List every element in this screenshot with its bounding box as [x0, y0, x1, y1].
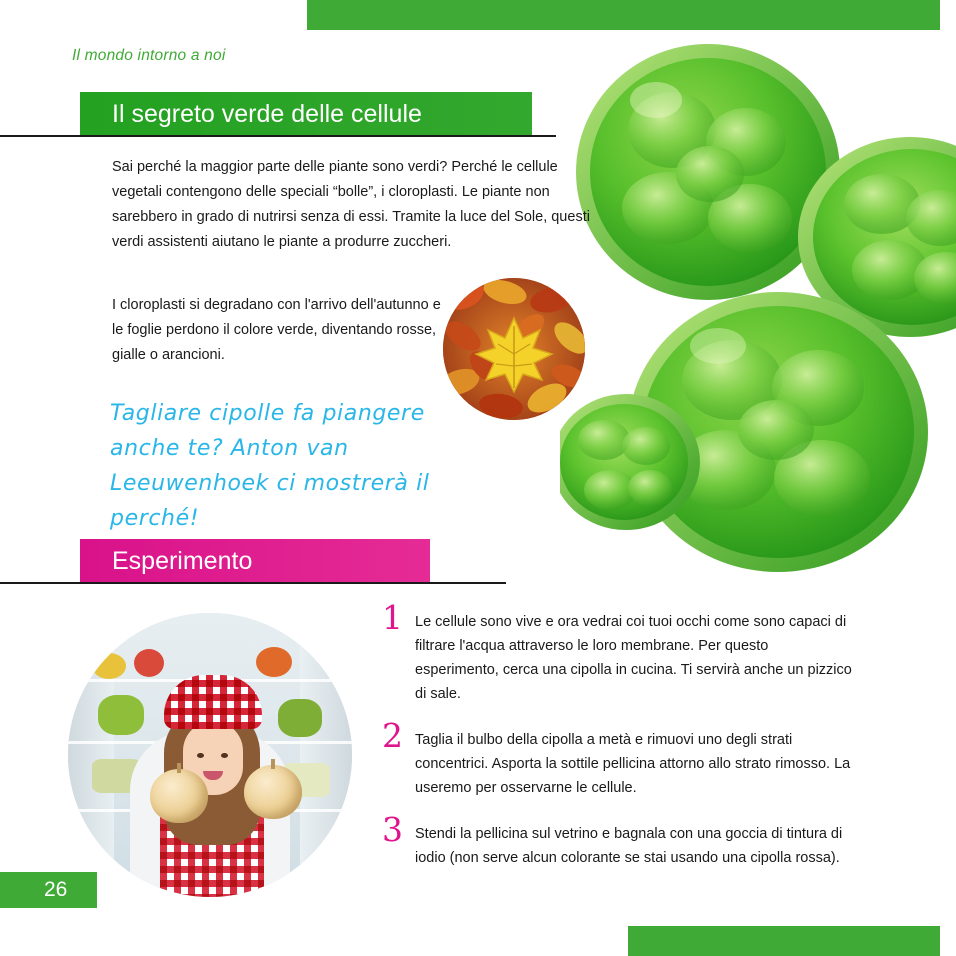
girl-chef-hat	[164, 675, 262, 729]
body-paragraph-2: I cloroplasti si degradano con l'arrivo dell'autunno e le foglie perdono il colore verde, diventando rosse, gialle o arancioni.	[112, 297, 441, 363]
article-title-band	[80, 92, 532, 136]
bottom-green-bar	[628, 926, 940, 956]
body-paragraph-1: Sai perché la maggior parte delle piante sono verdi? Perché le cellule vegetali contengono delle speciali “bolle”, i cloroplasti. Le piante non sarebbero in grado di nutrirsi senza di essi. Tramite la luce del Sole, questi verdi assistenti aiutano le piante a produrre zuccheri.	[112, 159, 590, 250]
section-kicker: Il mondo intorno a noi	[72, 47, 226, 64]
girl-eye	[221, 753, 228, 758]
fridge-food-item	[256, 647, 292, 677]
experiment-heading: Esperimento	[112, 547, 253, 575]
girl-with-onions-photo	[68, 613, 352, 897]
experiment-divider	[0, 582, 506, 584]
step-text: Le cellule sono vive e ora vedrai coi tuoi occhi come sono capaci di filtrare l'acqua attraverso le loro membrane. Per questo esperimento, cerca una cipolla in cucina. Ti servirà anche un pizzico di sale.	[415, 614, 852, 702]
fridge-door-right	[300, 613, 352, 897]
fridge-food-item	[278, 699, 322, 737]
fridge-food-item	[92, 653, 126, 679]
experiment-step	[382, 716, 852, 800]
step-number: 3	[382, 810, 403, 849]
step-text: Stendi la pellicina sul vetrino e bagnala con una goccia di tintura di iodio (non serve alcun colorante se stai usando una cipolla rossa).	[415, 826, 843, 866]
handwritten-quote: Tagliare cipolle fa piangere anche te? Anton van Leeuwenhoek ci mostrerà il perché!	[110, 401, 430, 531]
page-number: 26	[44, 878, 68, 901]
onion-right	[244, 765, 302, 819]
fridge-food-item	[134, 649, 164, 677]
title-divider	[0, 135, 556, 137]
step-number: 2	[382, 716, 403, 755]
step-text: Taglia il bulbo della cipolla a metà e rimuovi uno degli strati concentrici. Asporta la sottile pellicina attorno allo strato rimosso. La useremo per osservarne le cellule.	[415, 732, 851, 796]
page-number-tab	[0, 872, 97, 908]
chloroplast-illustration	[560, 22, 956, 602]
girl-mouth	[203, 771, 223, 780]
onion-left	[150, 769, 208, 823]
experiment-step	[382, 810, 852, 870]
experiment-heading-band	[80, 539, 430, 583]
page-title: Il segreto verde delle cellule	[112, 100, 422, 128]
experiment-steps-list	[382, 598, 852, 892]
girl-eye	[197, 753, 204, 758]
fridge-food-item	[98, 695, 144, 735]
step-number: 1	[382, 598, 403, 637]
experiment-step	[382, 598, 852, 706]
